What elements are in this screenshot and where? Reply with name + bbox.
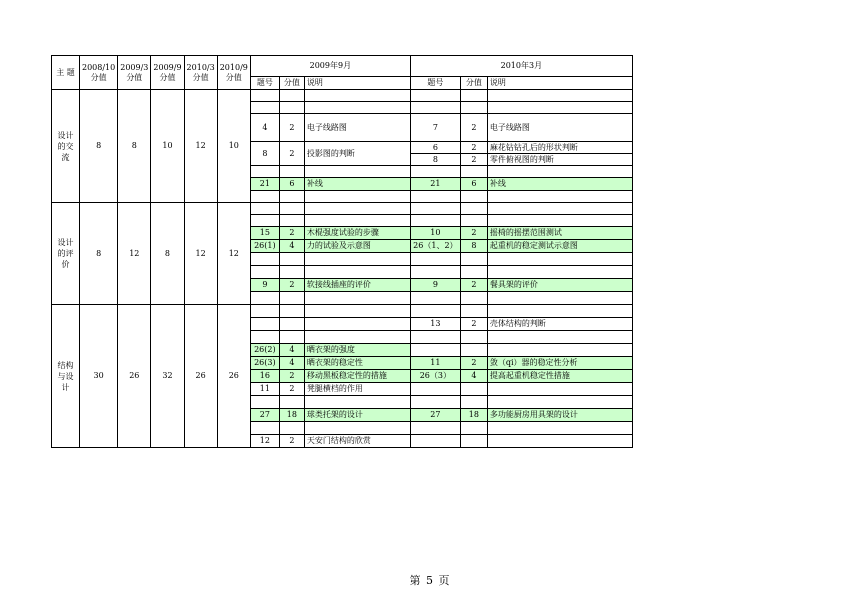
description-cell: 晒衣架的强度 [304, 344, 410, 357]
score-value-cell [279, 396, 304, 409]
score-value-cell: 2 [279, 279, 304, 292]
description-cell [304, 166, 410, 178]
question-no-cell [250, 203, 279, 215]
question-no-cell [410, 166, 460, 178]
question-no-cell [250, 292, 279, 305]
description-cell [304, 422, 410, 435]
question-no-cell: 13 [410, 318, 460, 331]
score-value-cell: 4 [279, 357, 304, 370]
description-cell [304, 191, 410, 203]
description-cell: 餐具架的评价 [487, 279, 632, 292]
score-value-cell [279, 253, 304, 266]
score-cell: 26 [217, 305, 250, 448]
score-value-cell: 6 [279, 178, 304, 191]
topic-cell: 结构与设计 [52, 305, 80, 448]
score-cell: 8 [118, 90, 151, 203]
score-value-cell [460, 305, 487, 318]
question-no-cell: 6 [410, 142, 460, 154]
table-row [52, 90, 633, 102]
question-no-cell: 27 [250, 409, 279, 422]
description-cell: 敛（qi）器的稳定性分析 [487, 357, 632, 370]
question-no-cell [410, 422, 460, 435]
description-cell: 起重机的稳定测试示意图 [487, 240, 632, 253]
year-header: 2008/10分值 [80, 56, 118, 90]
description-cell [304, 318, 410, 331]
score-value-cell [460, 166, 487, 178]
score-table-container [51, 55, 633, 448]
question-no-cell [250, 331, 279, 344]
score-value-cell [279, 266, 304, 279]
score-value-cell: 4 [279, 240, 304, 253]
description-cell [487, 383, 632, 396]
description-cell [304, 266, 410, 279]
score-header: 分值 [279, 77, 304, 90]
score-value-cell: 2 [460, 154, 487, 166]
question-no-cell: 9 [410, 279, 460, 292]
table-row [52, 305, 633, 318]
score-value-cell [279, 318, 304, 331]
question-no-cell: 15 [250, 227, 279, 240]
description-header: 说明 [304, 77, 410, 90]
score-value-cell [279, 203, 304, 215]
question-no-cell: 11 [250, 383, 279, 396]
score-value-cell: 4 [460, 370, 487, 383]
score-value-cell: 2 [460, 357, 487, 370]
score-value-cell [460, 102, 487, 114]
description-cell [487, 266, 632, 279]
question-no-cell [410, 435, 460, 448]
score-value-cell [279, 166, 304, 178]
question-no-cell [410, 191, 460, 203]
question-no-cell [250, 266, 279, 279]
score-value-cell: 2 [460, 227, 487, 240]
topic-header: 主 题 [52, 56, 80, 90]
score-value-cell [279, 331, 304, 344]
description-cell: 软接线插座的评价 [304, 279, 410, 292]
score-cell: 26 [118, 305, 151, 448]
question-no-cell [250, 253, 279, 266]
score-value-cell: 8 [460, 240, 487, 253]
score-value-cell: 2 [279, 227, 304, 240]
question-no-cell [410, 383, 460, 396]
question-no-cell [250, 396, 279, 409]
exam-2010-3-header: 2010年3月 [410, 56, 632, 77]
question-no-cell: 8 [410, 154, 460, 166]
question-no-cell: 26(1) [250, 240, 279, 253]
question-no-cell: 26(2) [250, 344, 279, 357]
score-value-cell: 4 [279, 344, 304, 357]
question-no-cell: 9 [250, 279, 279, 292]
score-value-cell: 2 [279, 142, 304, 166]
score-header: 分值 [460, 77, 487, 90]
year-header: 2010/9分值 [217, 56, 250, 90]
score-value-cell: 18 [460, 409, 487, 422]
score-value-cell [279, 422, 304, 435]
description-cell [487, 102, 632, 114]
score-value-cell [460, 215, 487, 227]
description-cell [487, 253, 632, 266]
topic-cell: 设计的交流 [52, 90, 80, 203]
question-no-header: 题号 [410, 77, 460, 90]
description-cell: 晒衣架的稳定性 [304, 357, 410, 370]
description-cell [487, 305, 632, 318]
question-no-cell: 21 [250, 178, 279, 191]
question-no-header: 题号 [250, 77, 279, 90]
question-no-cell [410, 253, 460, 266]
description-cell: 零件俯视图的判断 [487, 154, 632, 166]
score-cell: 8 [151, 203, 184, 305]
description-cell [487, 166, 632, 178]
description-cell [304, 215, 410, 227]
description-cell: 电子线路图 [487, 114, 632, 142]
score-value-cell: 2 [279, 114, 304, 142]
description-cell [487, 422, 632, 435]
question-no-cell [410, 292, 460, 305]
question-no-cell: 26（1、2） [410, 240, 460, 253]
description-cell: 补线 [304, 178, 410, 191]
question-no-cell [410, 396, 460, 409]
score-value-cell: 2 [460, 142, 487, 154]
score-value-cell: 6 [460, 178, 487, 191]
score-value-cell [460, 266, 487, 279]
description-cell: 木棍强度试验的步骤 [304, 227, 410, 240]
score-value-cell [460, 422, 487, 435]
question-no-cell [410, 331, 460, 344]
description-cell [304, 203, 410, 215]
question-no-cell: 27 [410, 409, 460, 422]
question-no-cell [410, 344, 460, 357]
description-cell: 力的试验及示意图 [304, 240, 410, 253]
question-no-cell [250, 166, 279, 178]
score-value-cell [460, 383, 487, 396]
question-no-cell: 12 [250, 435, 279, 448]
score-cell: 12 [184, 203, 217, 305]
score-cell: 12 [118, 203, 151, 305]
description-cell [487, 344, 632, 357]
score-cell: 30 [80, 305, 118, 448]
score-value-cell [460, 191, 487, 203]
description-cell [487, 90, 632, 102]
description-cell [487, 191, 632, 203]
score-value-cell [279, 305, 304, 318]
description-cell [304, 396, 410, 409]
score-value-cell [279, 215, 304, 227]
score-value-cell: 2 [279, 383, 304, 396]
description-cell: 移动黑板稳定性的措施 [304, 370, 410, 383]
score-cell: 8 [80, 90, 118, 203]
question-no-cell: 26（3） [410, 370, 460, 383]
description-cell [304, 102, 410, 114]
description-cell [304, 253, 410, 266]
score-value-cell [460, 203, 487, 215]
description-cell [304, 292, 410, 305]
description-cell: 摇椅的摇摆范围测试 [487, 227, 632, 240]
score-cell: 12 [184, 90, 217, 203]
question-no-cell: 10 [410, 227, 460, 240]
score-cell: 32 [151, 305, 184, 448]
question-no-cell [410, 215, 460, 227]
description-cell: 电子线路图 [304, 114, 410, 142]
question-no-cell: 7 [410, 114, 460, 142]
question-no-cell [250, 191, 279, 203]
score-value-cell [460, 435, 487, 448]
description-cell [487, 331, 632, 344]
year-header: 2009/3分值 [118, 56, 151, 90]
description-header: 说明 [487, 77, 632, 90]
score-value-cell [460, 90, 487, 102]
score-cell: 10 [217, 90, 250, 203]
description-cell [304, 331, 410, 344]
question-no-cell [410, 305, 460, 318]
question-no-cell: 26(3) [250, 357, 279, 370]
score-cell: 12 [217, 203, 250, 305]
score-value-cell [279, 102, 304, 114]
score-value-cell [279, 292, 304, 305]
score-value-cell: 2 [279, 370, 304, 383]
description-cell [487, 396, 632, 409]
score-value-cell: 2 [460, 114, 487, 142]
description-cell: 麻花钻钻孔后的形状判断 [487, 142, 632, 154]
description-cell [487, 435, 632, 448]
description-cell [487, 215, 632, 227]
description-cell: 提高起重机稳定性措施 [487, 370, 632, 383]
description-cell: 多功能厨房用具架的设计 [487, 409, 632, 422]
question-no-cell [250, 305, 279, 318]
score-cell: 10 [151, 90, 184, 203]
question-no-cell: 8 [250, 142, 279, 166]
description-cell: 凳腿横档的作用 [304, 383, 410, 396]
question-no-cell [250, 215, 279, 227]
description-cell [304, 305, 410, 318]
score-cell: 26 [184, 305, 217, 448]
question-no-cell [410, 102, 460, 114]
description-cell: 壳体结构的判断 [487, 318, 632, 331]
question-no-cell [250, 102, 279, 114]
score-value-cell: 18 [279, 409, 304, 422]
score-value-cell [279, 191, 304, 203]
description-cell: 天安门结构的欣赏 [304, 435, 410, 448]
question-no-cell: 4 [250, 114, 279, 142]
score-cell: 8 [80, 203, 118, 305]
score-value-cell [460, 396, 487, 409]
year-header: 2009/9分值 [151, 56, 184, 90]
description-cell [304, 90, 410, 102]
question-no-cell [410, 203, 460, 215]
description-cell: 投影图的判断 [304, 142, 410, 166]
question-no-cell [250, 90, 279, 102]
score-table [51, 55, 633, 448]
score-value-cell [460, 331, 487, 344]
description-cell [487, 292, 632, 305]
year-header: 2010/3分值 [184, 56, 217, 90]
table-row [52, 203, 633, 215]
score-value-cell [460, 253, 487, 266]
score-value-cell [279, 90, 304, 102]
question-no-cell: 11 [410, 357, 460, 370]
topic-cell: 设计的评价 [52, 203, 80, 305]
description-cell [487, 203, 632, 215]
score-value-cell: 2 [279, 435, 304, 448]
score-value-cell: 2 [460, 318, 487, 331]
description-cell: 球类托架的设计 [304, 409, 410, 422]
question-no-cell: 16 [250, 370, 279, 383]
question-no-cell: 21 [410, 178, 460, 191]
score-value-cell [460, 344, 487, 357]
score-value-cell [460, 292, 487, 305]
description-cell: 补线 [487, 178, 632, 191]
question-no-cell [410, 90, 460, 102]
page-number: 第 5 页 [409, 574, 451, 587]
score-value-cell: 2 [460, 279, 487, 292]
question-no-cell [250, 318, 279, 331]
question-no-cell [250, 422, 279, 435]
exam-2009-9-header: 2009年9月 [250, 56, 410, 77]
question-no-cell [410, 266, 460, 279]
header-row-1 [52, 56, 633, 77]
